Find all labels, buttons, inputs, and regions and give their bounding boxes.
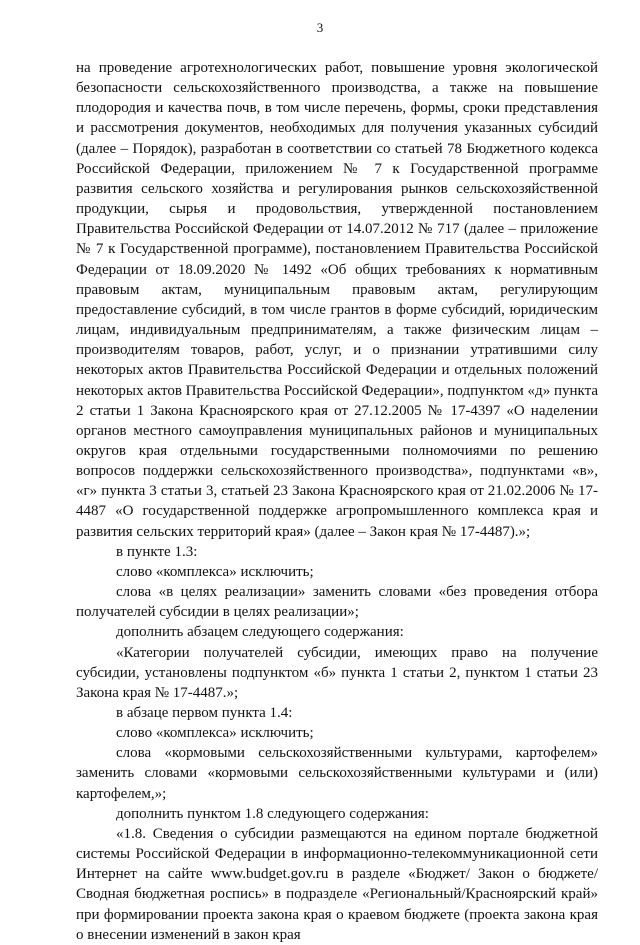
page-number: 3 <box>316 20 324 35</box>
paragraph: слово «комплекса» исключить; <box>116 725 314 742</box>
paragraph: дополнить пунктом 1.8 следующего содержания: <box>116 805 429 822</box>
paragraph: в абзаце первом пункта 1.4: <box>116 705 293 721</box>
paragraph: слово «комплекса» исключить; <box>116 563 314 580</box>
paragraph: слова «в целях реализации» заменить словами «без проведения отбора получателей субсидии в целях реализации»; <box>76 584 598 621</box>
paragraph: «1.8. Сведения о субсидии размещаются на едином портале бюджетной системы Российской Федерации в информационно-телекоммуникационной сети Интернет на сайте www.budget.gov.ru в разделе «Бюджет/ Закон о бюджете/Сводная бюджетная роспись» в подразделе «Региональный/Красноярский край» при формировании проекта закона края о краевом бюджете (проекта закона края о внесении изменений в закон края <box>76 825 598 943</box>
paragraph: «Категории получателей субсидии, имеющих право на получение субсидии, установлены подпунктом «б» пункта 1 статьи 2, пунктом 1 статьи 23 Закона края № 17-4487.»; <box>76 644 598 701</box>
paragraph: дополнить абзацем следующего содержания: <box>116 624 404 641</box>
paragraph: в пункте 1.3: <box>116 543 198 560</box>
document-body <box>76 58 598 945</box>
paragraph: слова «кормовыми сельскохозяйственными культурами, картофелем» заменить словами «кормовыми сельскохозяйственными культурами и (или) картофелем,»; <box>76 745 598 802</box>
paragraph: на проведение агротехнологических работ, повышение уровня экологической безопасности сельскохозяйственного производства, а также на повышение плодородия и качества почв, в том числе перечень, формы, сроки представления и рассмотрения документов, необходимых для получения указанных субсидий (далее – Порядок), разработан в соответствии со статьей 78 Бюджетного кодекса Российской Федерации, приложением № 7 к Государственной программе развития сельского хозяйства и регулирования рынков сельскохозяйственной продукции, сырья и продовольствия, утвержденной постановлением Правительства Российской Федерации от 14.07.2012 № 717 (далее – приложение № 7 к Государственной программе), постановлением Правительства Российской Федерации от 18.09.2020 № 1492 «Об общих требованиях к нормативным правовым актам, муниципальным правовым актам, регулирующим предоставление субсидий, в том числе грантов в форме субсидий, юридическим лицам, индивидуальным предпринимателям, а также физическим лицам – производителям товаров, работ, услуг, и о признании утратившими силу некоторых актов Правительства Российской Федерации и отдельных положений некоторых актов Правительства Российской Федерации», подпунктом «д» пункта 2 статьи 1 Закона Красноярского края от 27.12.2005 № 17-4397 «О наделении органов местного самоуправления муниципальных районов и муниципальных округов края отдельными государственными полномочиями по решению вопросов поддержки сельскохозяйственного производства», подпунктами «в», «г» пункта 3 статьи 3, статьей 23 Закона Красноярского края от 21.02.2006 № 17-4487 «О государственной поддержке агропромышленного комплекса края и развития сельских территорий края» (далее – Закон края № 17-4487).»; <box>76 60 598 540</box>
